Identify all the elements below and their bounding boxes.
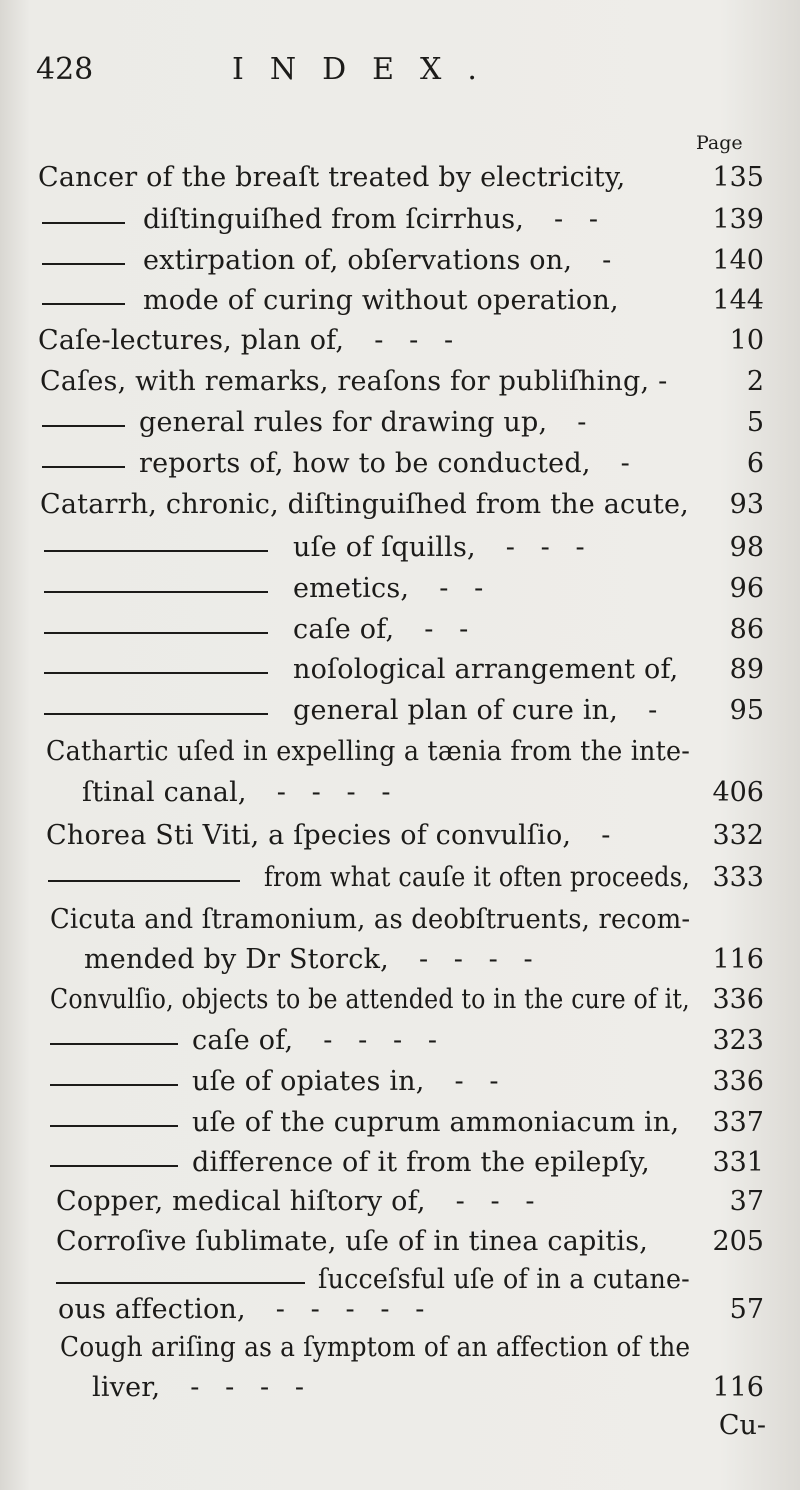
- ditto-rule: [44, 632, 268, 634]
- index-entry: [0, 530, 800, 566]
- entry-text: uſe of the cuprum ammoniacum in,: [192, 1107, 680, 1138]
- index-entry: [0, 818, 800, 854]
- page-number: 428: [36, 52, 94, 87]
- entry-text: noſological arrangement of,: [293, 654, 679, 685]
- entry-text: from what cauſe it often proceeds,: [264, 862, 690, 893]
- ditto-rule: [50, 1125, 178, 1127]
- index-entry: [0, 1330, 800, 1366]
- index-entry: [0, 1184, 800, 1220]
- entry-page-number: 116: [712, 1372, 764, 1403]
- entry-page-number: 86: [729, 614, 764, 645]
- entry-leader: - - - -: [190, 1372, 304, 1403]
- entry-page-number: 332: [712, 820, 764, 851]
- entry-page-number: 205: [712, 1226, 764, 1257]
- entry-text: Cicuta and ſtramonium, as deobſtruents, recom-: [50, 904, 691, 935]
- entry-leader: - -: [424, 614, 469, 645]
- entry-text: uſe of opiates in,: [192, 1066, 425, 1097]
- entry-text: mended by Dr Storck,: [84, 944, 389, 975]
- index-entry: [0, 202, 800, 238]
- entry-text: Copper, medical hiſtory of,: [56, 1186, 426, 1217]
- entry-page-number: 323: [712, 1025, 764, 1056]
- entry-leader: - - - - -: [275, 1294, 425, 1325]
- index-entry: [0, 571, 800, 607]
- entry-leader: - - -: [374, 325, 454, 356]
- entry-text: ſtinal canal,: [82, 777, 247, 808]
- entry-text: difference of it from the epilepſy,: [192, 1147, 650, 1178]
- entry-leader: - - - -: [323, 1025, 437, 1056]
- ditto-rule: [44, 591, 268, 593]
- entry-text: caſe of,: [293, 614, 395, 645]
- index-entry: [0, 1145, 800, 1181]
- entry-leader: -: [602, 245, 612, 276]
- ditto-rule: [42, 263, 125, 265]
- entry-page-number: 6: [746, 448, 764, 479]
- entry-text: emetics,: [293, 573, 410, 604]
- index-entry: [0, 942, 800, 978]
- entry-text: uſe of ſquills,: [293, 532, 476, 563]
- entry-leader: - - -: [455, 1186, 535, 1217]
- index-entry: [0, 446, 800, 482]
- entry-page-number: 10: [729, 325, 764, 356]
- index-entry: [0, 693, 800, 729]
- entry-page-number: 336: [712, 1066, 764, 1097]
- catchword: Cu-: [718, 1410, 766, 1441]
- entry-text: Caſes, with remarks, reaſons for publiſhing, -: [40, 366, 668, 397]
- entry-leader: - -: [554, 204, 599, 235]
- index-entry: [0, 364, 800, 400]
- ditto-rule: [42, 303, 125, 305]
- entry-page-number: 135: [712, 162, 764, 193]
- entry-text: Cough ariſing as a ſymptom of an affection of the: [60, 1332, 691, 1363]
- index-entry: [0, 1370, 800, 1406]
- entry-page-number: 96: [729, 573, 764, 604]
- entry-page-number: 336: [712, 984, 764, 1015]
- entry-leader: -: [620, 448, 630, 479]
- ditto-rule: [50, 1084, 178, 1086]
- ditto-rule: [42, 222, 125, 224]
- ditto-rule: [42, 466, 125, 468]
- index-entry: [0, 1105, 800, 1141]
- ditto-rule: [50, 1043, 178, 1045]
- entry-page-number: 5: [746, 407, 764, 438]
- entry-page-number: 406: [712, 777, 764, 808]
- entry-text: Cathartic uſed in expelling a tænia from the inte-: [46, 736, 691, 767]
- ditto-rule: [44, 550, 268, 552]
- entry-page-number: 144: [712, 285, 764, 316]
- index-entry: [0, 283, 800, 319]
- entry-leader: -: [648, 695, 658, 726]
- entry-page-number: 337: [712, 1107, 764, 1138]
- index-entry: [0, 1292, 800, 1328]
- entry-text: extirpation of, obſervations on,: [143, 245, 573, 276]
- index-entry: [0, 323, 800, 359]
- ditto-rule: [50, 1165, 178, 1167]
- index-entry: [0, 1023, 800, 1059]
- index-entry: [0, 405, 800, 441]
- entry-page-number: 57: [729, 1294, 764, 1325]
- entry-page-number: 89: [729, 654, 764, 685]
- entry-page-number: 333: [712, 862, 764, 893]
- index-entry: [0, 982, 800, 1018]
- entry-page-number: 37: [729, 1186, 764, 1217]
- entry-page-number: 331: [712, 1147, 764, 1178]
- entry-page-number: 139: [712, 204, 764, 235]
- ditto-rule: [44, 713, 268, 715]
- page-header: [0, 52, 800, 102]
- entry-text: diſtinguiſhed from ſcirrhus,: [143, 204, 525, 235]
- entry-text: general rules for drawing up,: [139, 407, 548, 438]
- index-entry: [0, 612, 800, 648]
- ditto-rule: [48, 880, 240, 882]
- entry-text: Chorea Sti Viti, a ſpecies of convulſio,: [46, 820, 572, 851]
- entry-page-number: 2: [746, 366, 764, 397]
- index-entry: [0, 652, 800, 688]
- index-entry: [0, 902, 800, 938]
- entry-text: Caſe-lectures, plan of,: [38, 325, 345, 356]
- index-entry: [0, 487, 800, 523]
- index-entry: [0, 160, 800, 196]
- entry-text: ous affection,: [58, 1294, 246, 1325]
- entry-leader: - - -: [505, 532, 585, 563]
- entry-text: mode of curing without operation,: [143, 285, 619, 316]
- entry-leader: - - - -: [418, 944, 533, 975]
- index-entry: [0, 1224, 800, 1260]
- entry-leader: - -: [439, 573, 484, 604]
- entry-text: Convulſio, objects to be attended to in the cure of it,: [50, 984, 690, 1015]
- entry-leader: -: [577, 407, 587, 438]
- entry-text: caſe of,: [192, 1025, 294, 1056]
- ditto-rule: [56, 1282, 305, 1284]
- page-title: INDEX.: [232, 52, 503, 87]
- index-entry: [0, 860, 800, 896]
- entry-text: Cancer of the breaſt treated by electricity,: [38, 162, 626, 193]
- ditto-rule: [42, 425, 125, 427]
- ditto-rule: [44, 672, 268, 674]
- entry-page-number: 98: [729, 532, 764, 563]
- index-entry: [0, 1064, 800, 1100]
- entry-page-number: 116: [712, 944, 764, 975]
- entry-page-number: 93: [729, 489, 764, 520]
- entry-text: liver,: [92, 1372, 161, 1403]
- entry-text: ſucceſsful uſe of in a cutane-: [318, 1264, 690, 1295]
- index-entry: [0, 775, 800, 811]
- entry-text: Catarrh, chronic, diſtinguiſhed from the acute,: [40, 489, 689, 520]
- entry-text: general plan of cure in,: [293, 695, 619, 726]
- entry-leader: - - - -: [276, 777, 391, 808]
- entry-text: reports of, how to be conducted,: [139, 448, 591, 479]
- entry-text: Corroſive ſublimate, uſe of in tinea capitis,: [56, 1226, 649, 1257]
- entry-leader: -: [601, 820, 611, 851]
- index-entry: [0, 734, 800, 770]
- entry-leader: - -: [454, 1066, 499, 1097]
- entry-page-number: 140: [712, 245, 764, 276]
- column-header-page: Page: [696, 132, 743, 154]
- entry-page-number: 95: [729, 695, 764, 726]
- index-entry: [0, 243, 800, 279]
